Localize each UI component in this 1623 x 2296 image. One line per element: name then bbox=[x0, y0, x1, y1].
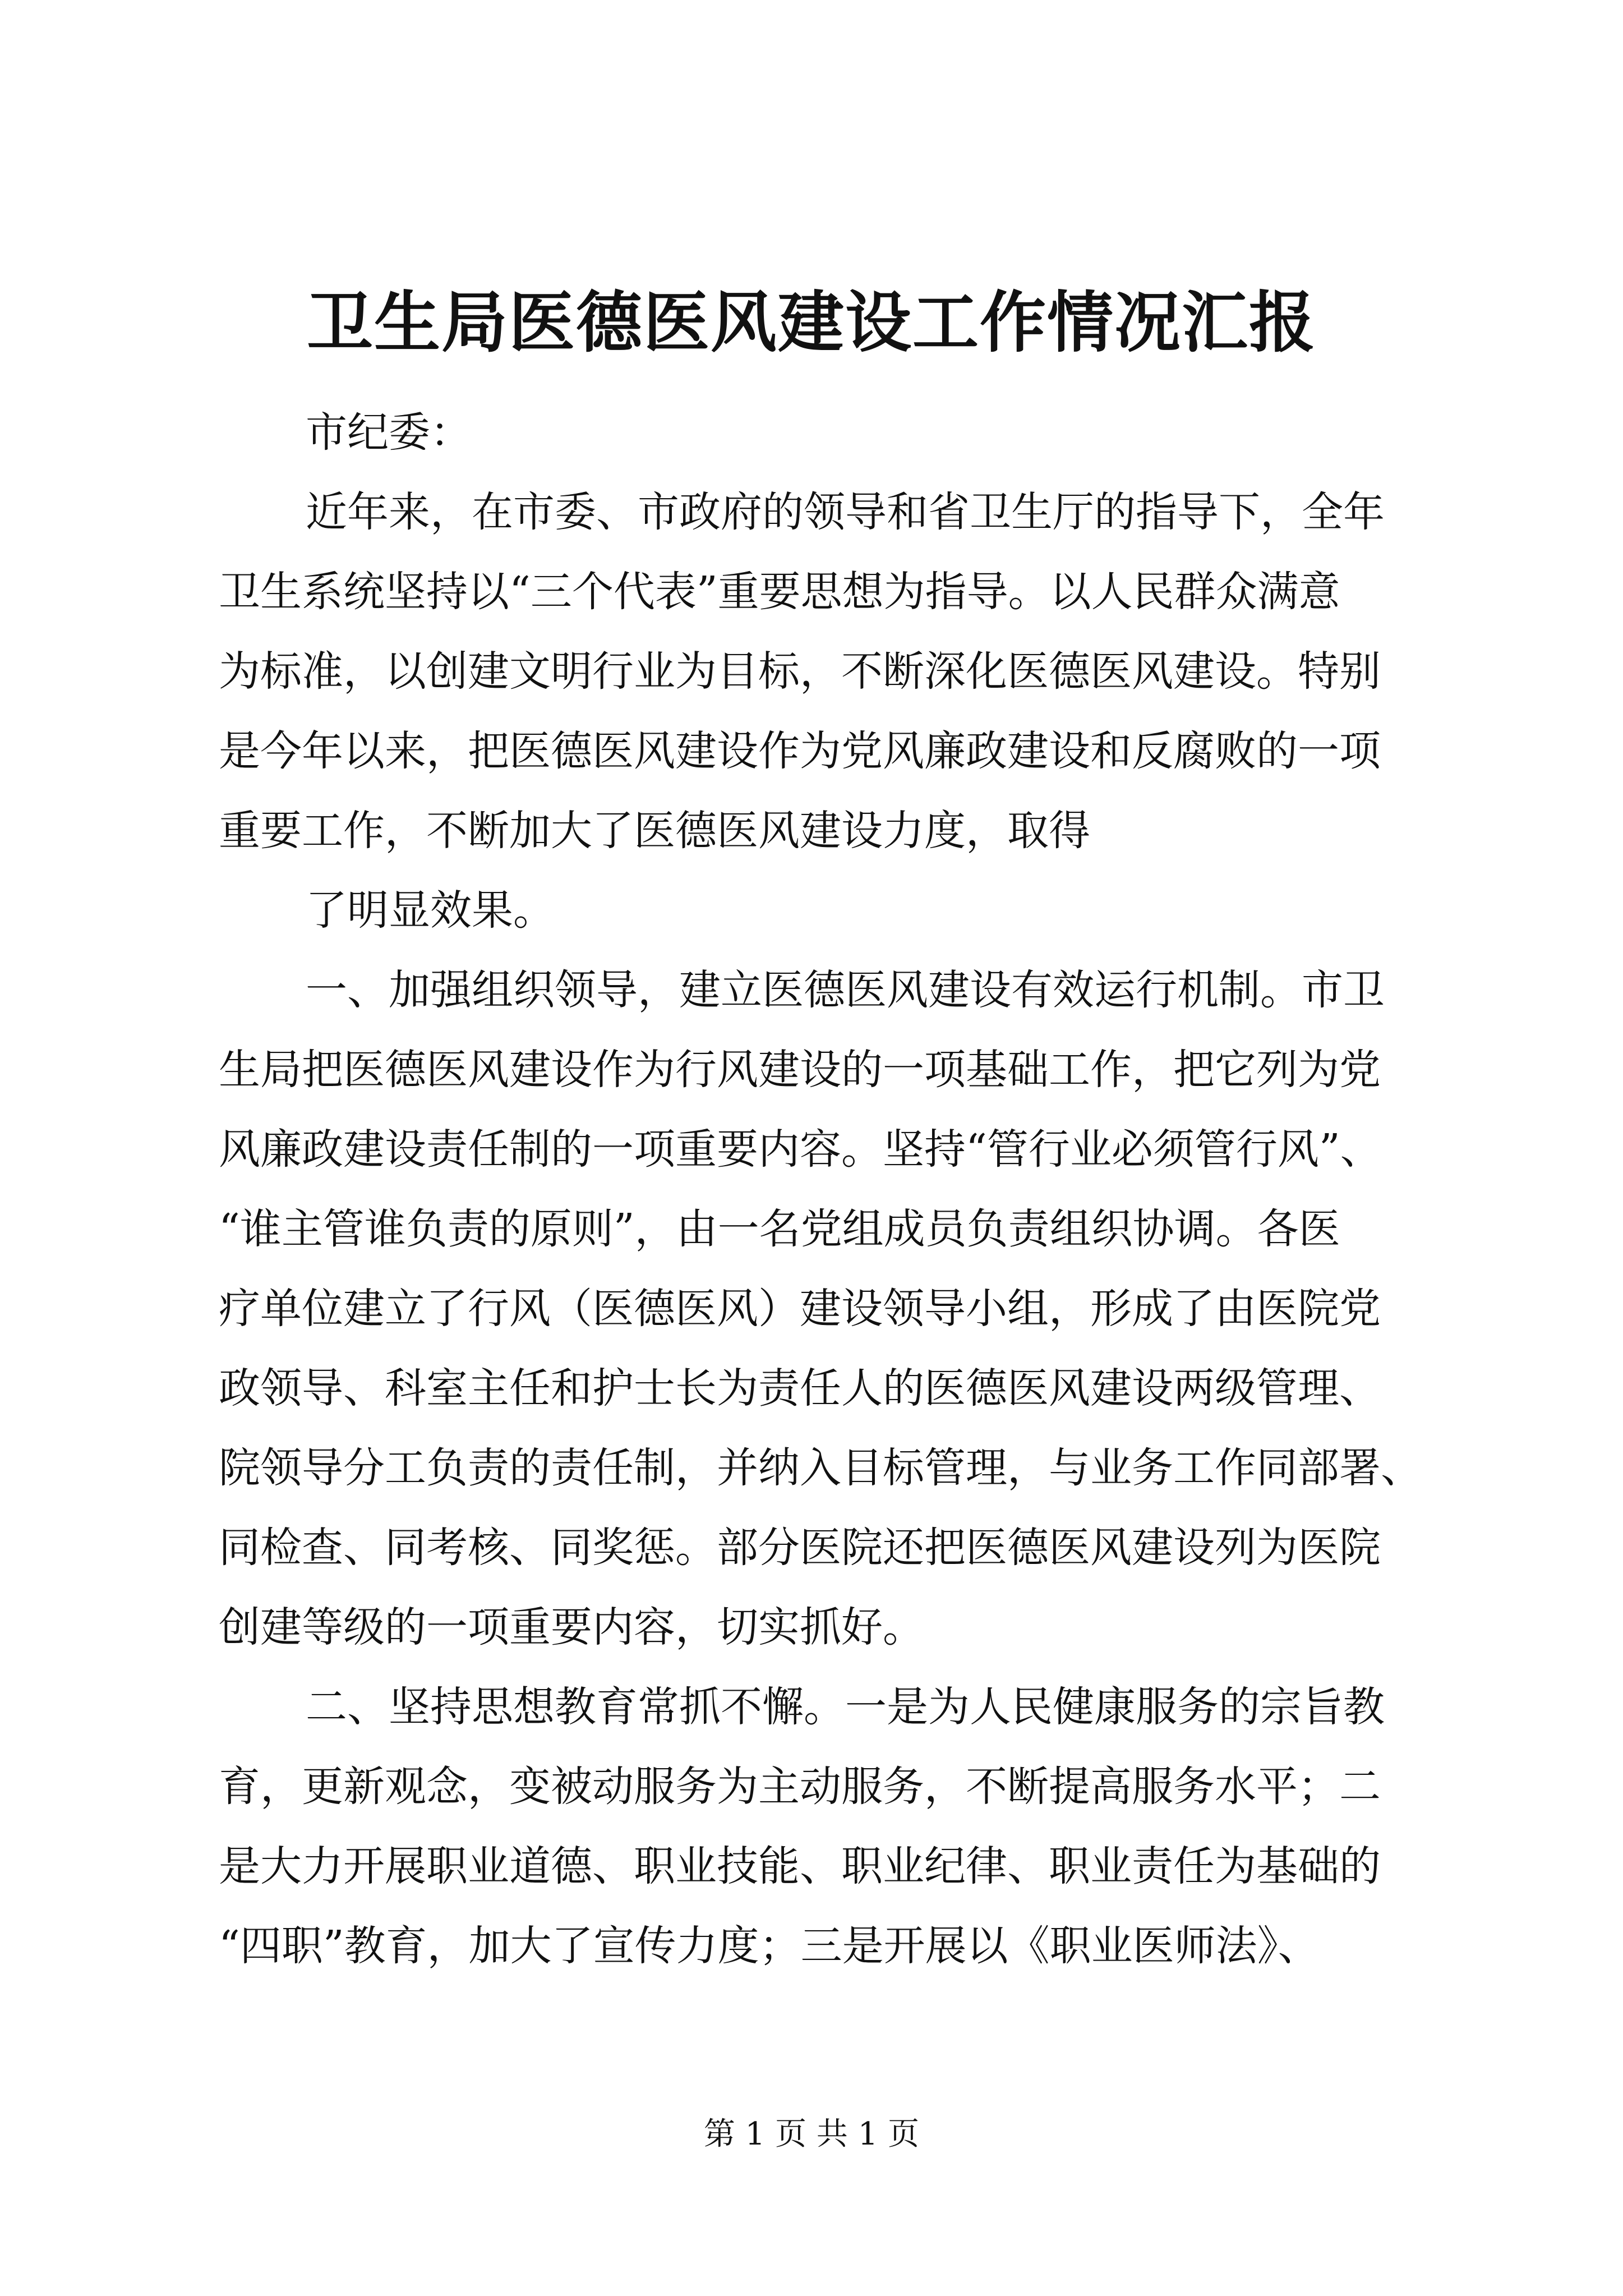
body-line: 重要工作，不断加大了医德医风建设力度，取得 bbox=[219, 807, 1090, 855]
salutation: 市纪委： bbox=[306, 408, 472, 457]
page-number-footer: 第 1 页 共 1 页 bbox=[703, 2116, 920, 2152]
body-line: 为标准，以创建文明行业为目标，不断深化医德医风建设。特别 bbox=[219, 647, 1381, 696]
body-line: 育，更新观念，变被动服务为主动服务，不断提高服务水平；二 bbox=[219, 1763, 1381, 1811]
body-line: 创建等级的一项重要内容，切实抓好。 bbox=[219, 1603, 924, 1651]
body-line: 是今年以来，把医德医风建设作为党风廉政建设和反腐败的一项 bbox=[219, 727, 1381, 775]
body-line: 二、坚持思想教育常抓不懈。一是为人民健康服务的宗旨教 bbox=[306, 1683, 1385, 1731]
body-line: 院领导分工负责的责任制，并纳入目标管理，与业务工作同部署、 bbox=[219, 1444, 1422, 1492]
body-line: “谁主管谁负责的原则”，由一名党组成员负责组织协调。各医 bbox=[219, 1205, 1340, 1253]
document-body bbox=[219, 472, 1424, 1986]
body-line: “四职”教育，加大了宣传力度；三是开展以《职业医师法》、 bbox=[219, 1922, 1320, 1970]
body-line: 了明显效果。 bbox=[306, 886, 555, 935]
body-line: 疗单位建立了行风（医德医风）建设领导小组，形成了由医院党 bbox=[219, 1285, 1381, 1333]
body-line: 生局把医德医风建设作为行风建设的一项基础工作，把它列为党 bbox=[219, 1046, 1381, 1094]
document-title: 卫生局医德医风建设工作情况汇报 bbox=[306, 283, 1316, 361]
body-line: 卫生系统坚持以“三个代表”重要思想为指导。以人民群众满意 bbox=[219, 568, 1340, 616]
body-line: 同检查、同考核、同奖惩。部分医院还把医德医风建设列为医院 bbox=[219, 1524, 1381, 1572]
body-line: 一、加强组织领导，建立医德医风建设有效运行机制。市卫 bbox=[306, 966, 1385, 1014]
body-line: 近年来，在市委、市政府的领导和省卫生厅的指导下，全年 bbox=[306, 488, 1385, 536]
body-line: 是大力开展职业道德、职业技能、职业纪律、职业责任为基础的 bbox=[219, 1842, 1381, 1890]
body-line: 风廉政建设责任制的一项重要内容。坚持“管行业必须管行风”、 bbox=[219, 1125, 1382, 1174]
body-line: 政领导、科室主任和护士长为责任人的医德医风建设两级管理、 bbox=[219, 1364, 1381, 1412]
